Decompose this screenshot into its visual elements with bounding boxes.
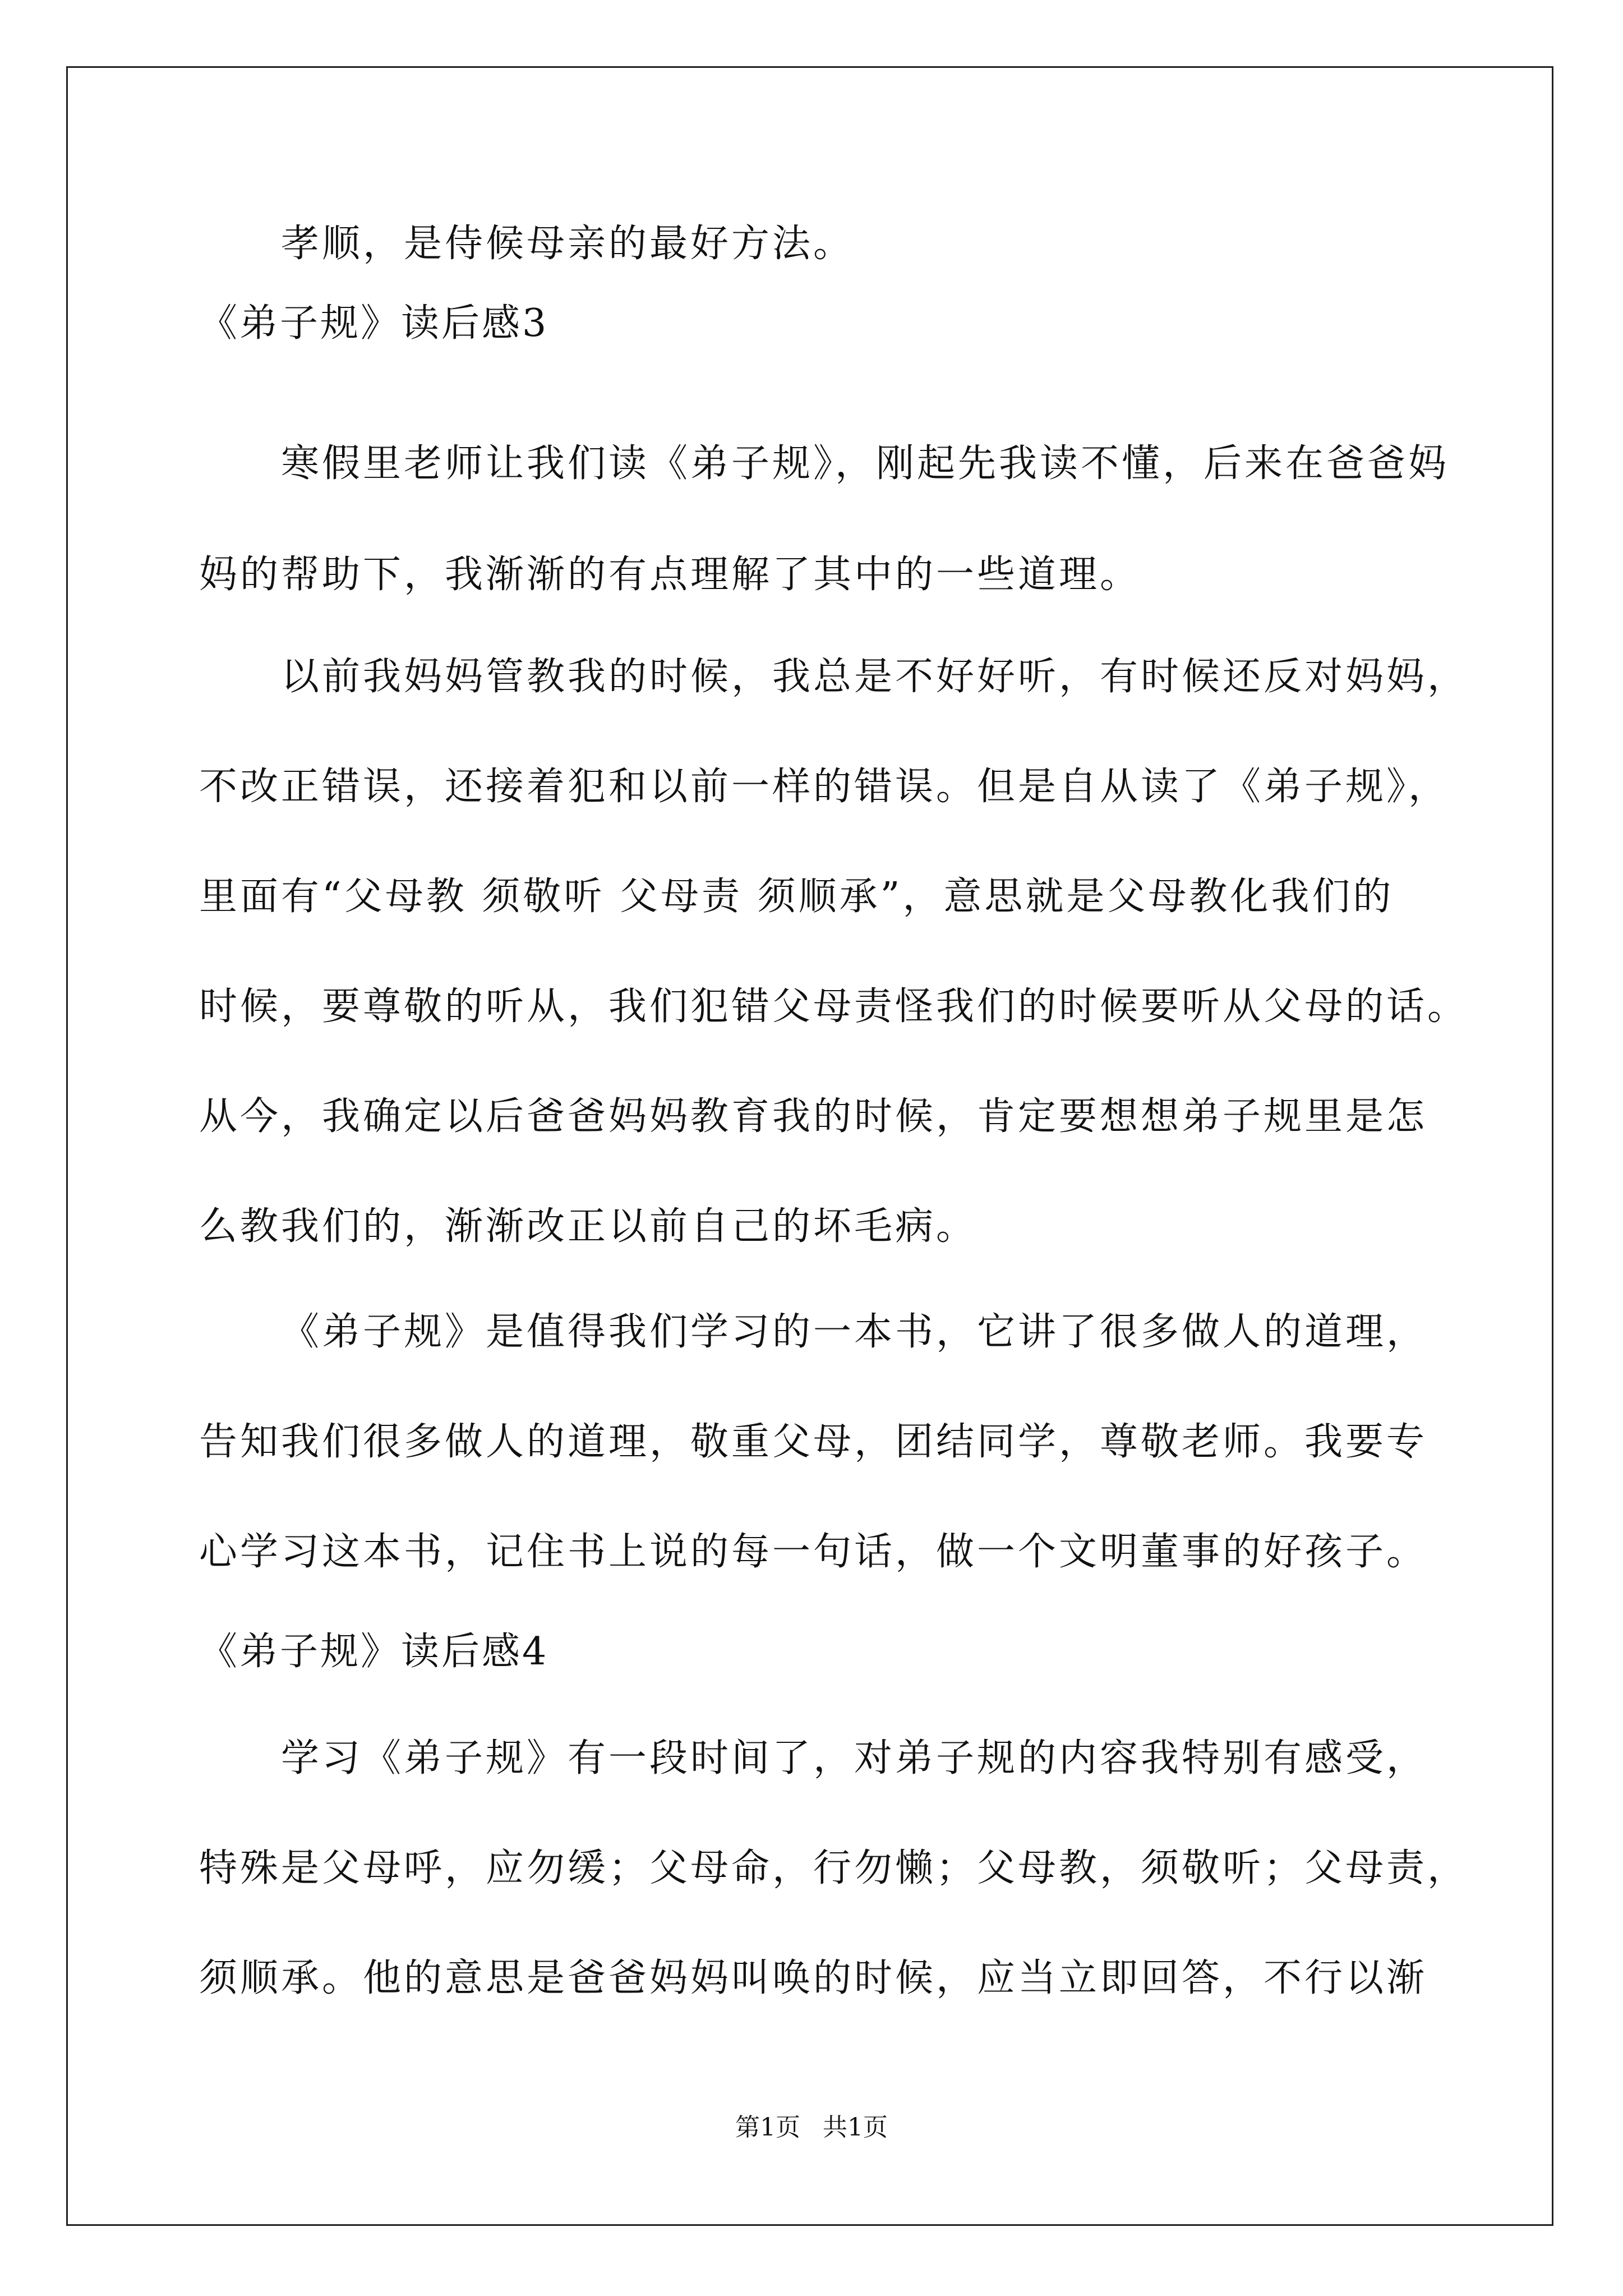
paragraph-line: 心学习这本书，记住书上说的每一句话，做一个文明董事的好孩子。 <box>199 1530 1428 1574</box>
paragraph-line: 么教我们的，渐渐改正以前自己的坏毛病。 <box>199 1204 978 1249</box>
paragraph-line: 以前我妈妈管教我的时候，我总是不好好听，有时候还反对妈妈， <box>281 655 1469 699</box>
paragraph-line: 学习《弟子规》有一段时间了，对弟子规的内容我特别有感受， <box>281 1736 1428 1780</box>
page-border <box>66 66 1553 2226</box>
paragraph-line: 告知我们很多做人的道理，敬重父母，团结同学，尊敬老师。我要专 <box>199 1420 1428 1464</box>
page-footer <box>0 2114 1623 2142</box>
section-heading: 《弟子规》读后感4 <box>199 1630 549 1674</box>
paragraph-line: 《弟子规》是值得我们学习的一本书，它讲了很多做人的道理， <box>281 1310 1428 1354</box>
paragraph-line: 里面有“父母教 须敬听 父母责 须顺承”，意思就是父母教化我们的 <box>199 875 1394 919</box>
paragraph-line: 须顺承。他的意思是爸爸妈妈叫唤的时候，应当立即回答，不行以渐 <box>199 1956 1428 2000</box>
page-number: 第1页 <box>735 2113 800 2142</box>
paragraph-line: 特殊是父母呼，应勿缓；父母命，行勿懒；父母教，须敬听；父母责， <box>199 1846 1469 1890</box>
paragraph-line: 寒假里老师让我们读《弟子规》，刚起先我读不懂，后来在爸爸妈 <box>281 441 1450 486</box>
paragraph-line: 从今，我确定以后爸爸妈妈教育我的时候，肯定要想想弟子规里是怎 <box>199 1094 1428 1139</box>
paragraph-line: 不改正错误，还接着犯和以前一样的错误。但是自从读了《弟子规》， <box>199 765 1450 809</box>
section-heading: 《弟子规》读后感3 <box>199 301 549 346</box>
paragraph-line: 时候，要尊敬的听从，我们犯错父母责怪我们的时候要听从父母的话。 <box>199 984 1469 1029</box>
paragraph-line: 孝顺，是侍候母亲的最好方法。 <box>281 222 855 266</box>
page-total: 共1页 <box>823 2113 888 2142</box>
paragraph-line: 妈的帮助下，我渐渐的有点理解了其中的一些道理。 <box>199 553 1141 597</box>
